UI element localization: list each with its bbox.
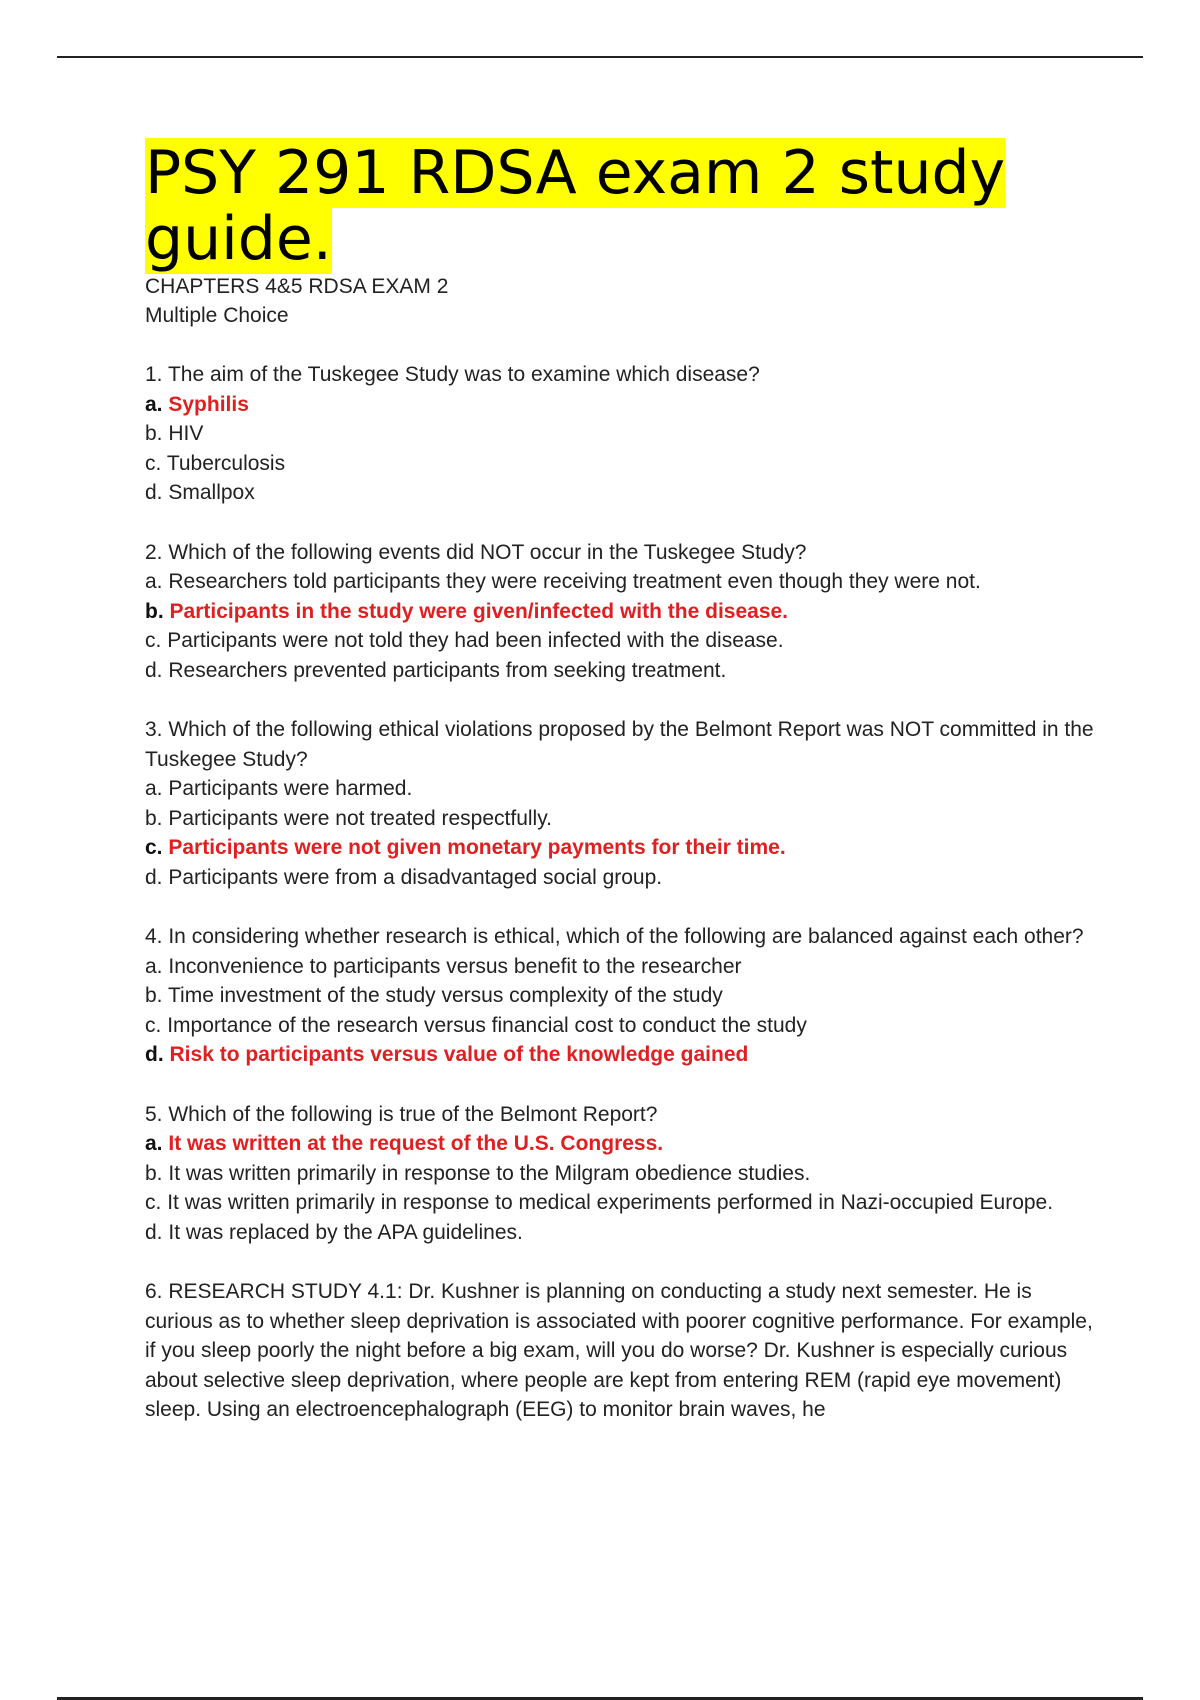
option-letter: b. [145, 1161, 163, 1185]
option-letter: a. [145, 1132, 163, 1155]
question-text: 6. RESEARCH STUDY 4.1: Dr. Kushner is planning on conducting a study next semester. He is curious as to whether sleep deprivation is associated with poorer cognitive performance. For example, if you sleep poorly the night before a big exam, will you do worse? Dr. Kushner is especially curious about selective sleep deprivation, where people are kept from entering REM (rapid eye movement) sleep. Using an electroencephalograph (EEG) to monitor brain waves, he [145, 1280, 1093, 1421]
option-letter: a. [145, 392, 163, 416]
option-text: Participants were not told they had been infected with the disease. [167, 629, 784, 652]
option-letter: a. [145, 777, 163, 800]
answer-option [145, 1188, 1105, 1218]
option-letter: d. [145, 1220, 163, 1244]
option-letter: a. [145, 570, 163, 593]
option-letter: c. [145, 629, 162, 652]
option-letter: b. [145, 984, 163, 1007]
option-letter: d. [145, 865, 163, 889]
option-text: Participants were harmed. [168, 777, 413, 800]
title-highlight: PSY 291 RDSA exam 2 study guide. [145, 138, 1006, 274]
option-text: Researchers prevented participants from seeking treatment. [168, 658, 727, 682]
document-subtitle: CHAPTERS 4&5 RDSA EXAM 2 [145, 275, 449, 298]
answer-option [145, 626, 1105, 656]
option-text: Participants in the study were given/infected with the disease. [169, 599, 789, 623]
question-6 [145, 1277, 1105, 1425]
section-heading: Multiple Choice [145, 304, 289, 327]
option-letter: c. [145, 1013, 162, 1037]
option-text: It was replaced by the APA guidelines. [168, 1220, 523, 1244]
answer-option [145, 449, 1105, 479]
question-1 [145, 360, 1105, 508]
document-title [145, 140, 1105, 272]
option-text: It was written at the request of the U.S. Congress. [168, 1132, 664, 1155]
question-text: 4. In considering whether research is ethical, which of the following are balanced against each other? [145, 925, 1084, 948]
option-text: Time investment of the study versus complexity of the study [167, 984, 723, 1007]
question-5 [145, 1100, 1105, 1248]
option-text: Participants were not given monetary payments for their time. [168, 836, 786, 859]
question-text: 2. Which of the following events did NOT occur in the Tuskegee Study? [145, 540, 807, 564]
answer-option-correct [145, 390, 1105, 420]
answer-option [145, 478, 1105, 508]
question-text: 3. Which of the following ethical violations proposed by the Belmont Report was NOT committed in the Tuskegee Study? [145, 718, 1094, 771]
option-text: Inconvenience to participants versus benefit to the researcher [168, 954, 742, 978]
option-letter: d. [145, 1043, 164, 1066]
option-letter: d. [145, 658, 163, 682]
answer-option-correct [145, 597, 1105, 627]
answer-option [145, 567, 1105, 597]
answer-option [145, 981, 1105, 1011]
answer-option [145, 952, 1105, 982]
option-text: Smallpox [168, 481, 255, 504]
option-text: Researchers told participants they were receiving treatment even though they were not. [168, 570, 981, 593]
answer-option-correct [145, 1040, 1105, 1070]
option-letter: b. [145, 422, 163, 445]
answer-option [145, 1218, 1105, 1248]
question-text: 1. The aim of the Tuskegee Study was to examine which disease? [145, 363, 760, 386]
question-text: 5. Which of the following is true of the Belmont Report? [145, 1102, 658, 1126]
option-letter: c. [145, 451, 162, 475]
answer-option-correct [145, 833, 1105, 863]
answer-option [145, 656, 1105, 686]
option-text: Tuberculosis [166, 451, 286, 475]
option-text: Risk to participants versus value of the knowledge gained [169, 1043, 749, 1066]
question-4 [145, 922, 1105, 1070]
question-list [145, 360, 1105, 1425]
answer-option [145, 1011, 1105, 1041]
document-page [145, 140, 1105, 1425]
option-letter: a. [145, 954, 163, 978]
option-letter: b. [145, 599, 164, 623]
answer-option [145, 774, 1105, 804]
option-text: Importance of the research versus financial cost to conduct the study [167, 1013, 807, 1037]
answer-option [145, 863, 1105, 893]
question-2 [145, 538, 1105, 686]
option-text: Syphilis [168, 392, 249, 416]
answer-option [145, 1159, 1105, 1189]
answer-option [145, 419, 1105, 449]
answer-option-correct [145, 1129, 1105, 1159]
question-3 [145, 715, 1105, 892]
option-letter: c. [145, 1191, 162, 1214]
option-letter: c. [145, 836, 163, 859]
option-text: It was written primarily in response to medical experiments performed in Nazi-occupied Europe. [167, 1191, 1054, 1214]
option-text: Participants were not treated respectfully. [168, 806, 552, 830]
option-text: HIV [168, 422, 204, 445]
option-letter: d. [145, 481, 163, 504]
answer-option [145, 804, 1105, 834]
top-rule [57, 56, 1143, 58]
option-text: Participants were from a disadvantaged social group. [168, 865, 663, 889]
option-letter: b. [145, 806, 163, 830]
option-text: It was written primarily in response to the Milgram obedience studies. [168, 1161, 811, 1185]
